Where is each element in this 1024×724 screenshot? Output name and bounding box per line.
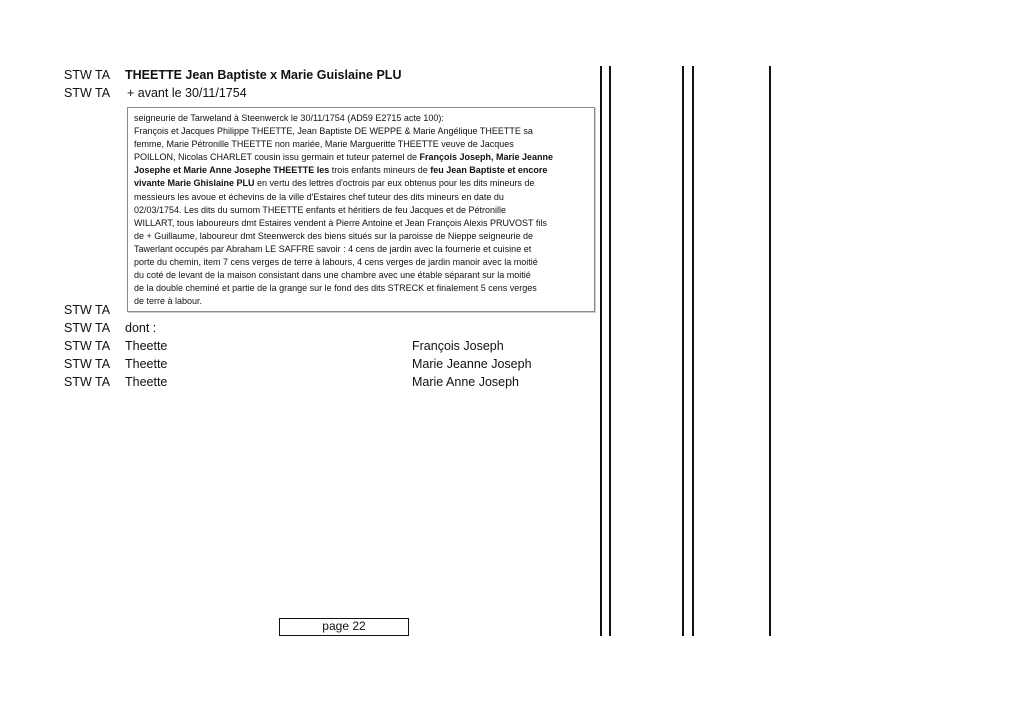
- note-line: [134, 112, 588, 125]
- note-segment: de terre à labour.: [134, 296, 203, 307]
- record-code-secondary: TA: [95, 321, 111, 335]
- record-code-primary: STW: [64, 357, 92, 371]
- record-code-primary: STW: [64, 303, 92, 317]
- record-code-primary: STW: [64, 321, 92, 335]
- note-line: [134, 138, 588, 151]
- column-divider-4: [692, 66, 694, 636]
- note-segment: de la double cheminé et partie de la grange sur le fond des dits STRECK et finalement 5 cens verges: [134, 283, 537, 294]
- record-code-secondary: TA: [95, 339, 111, 353]
- child-given-name: François Joseph: [412, 339, 504, 353]
- note-segment: femme, Marie Pétronille THEETTE non mariée, Marie Margueritte THEETTE veuve de Jacques: [134, 139, 514, 150]
- note-segment: trois enfants mineurs de: [329, 165, 431, 176]
- column-divider-2: [609, 66, 611, 636]
- note-line: [134, 230, 588, 243]
- column-divider-5: [769, 66, 771, 636]
- note-line: [134, 217, 588, 230]
- record-title: THEETTE Jean Baptiste x Marie Guislaine PLU: [125, 68, 402, 82]
- record-code-secondary: TA: [95, 86, 111, 100]
- note-line: [134, 282, 588, 295]
- child-surname: Theette: [125, 375, 168, 389]
- record-code-secondary: TA: [95, 68, 111, 82]
- note-emphasis: feu Jean Baptiste et encore: [430, 165, 548, 176]
- note-segment: de + Guillaume, laboureur dmt Steenwerck des biens situés sur la paroisse de Nieppe seigneurie de: [134, 230, 533, 241]
- note-segment: messieurs les avoue et échevins de la ville d'Estaires chef tuteur des dits mineurs en date du: [134, 191, 504, 202]
- note-segment: 02/03/1754. Les dits du surnom THEETTE enfants et héritiers de feu Jacques et de Pétronille: [134, 204, 507, 215]
- note-segment: Tawerlant occupés par Abraham LE SAFFRE savoir : 4 cens de jardin avec la fournerie et cuisine et: [134, 243, 532, 254]
- column-divider-3: [682, 66, 684, 636]
- record-code-primary: STW: [64, 339, 92, 353]
- page-number: page 22: [279, 618, 409, 636]
- note-segment: WILLART, tous laboureurs dmt Estaires vendent à Pierre Antoine et Jean François Alexis PRUVOST fils: [134, 217, 547, 228]
- note-segment: POILLON, Nicolas CHARLET cousin issu germain et tuteur paternel de: [134, 152, 420, 163]
- note-emphasis: François Joseph, Marie Jeanne: [419, 152, 554, 163]
- note-emphasis: vivante Marie Ghislaine PLU: [134, 178, 255, 189]
- note-line: [134, 256, 588, 269]
- note-segment: du coté de levant de la maison consistant dans une chambre avec une étable séparant sur la moitié: [134, 270, 531, 281]
- note-line: [134, 151, 588, 164]
- child-given-name: Marie Anne Joseph: [412, 375, 520, 389]
- note-line: [134, 164, 588, 177]
- record-code-secondary: TA: [95, 357, 111, 371]
- record-code-secondary: TA: [95, 303, 111, 317]
- record-code-primary: STW: [64, 375, 92, 389]
- record-children-label: dont :: [125, 321, 157, 335]
- record-date-line: + avant le 30/11/1754: [127, 86, 247, 100]
- note-line: [134, 191, 588, 204]
- note-segment: porte du chemin, item 7 cens verges de terre à labours, 4 cens verges de jardin manoir avec la moitié: [134, 257, 538, 268]
- child-surname: Theette: [125, 339, 168, 353]
- child-surname: Theette: [125, 357, 168, 371]
- record-code-secondary: TA: [95, 375, 111, 389]
- archival-note-text: [134, 112, 588, 308]
- record-code-primary: STW: [64, 86, 92, 100]
- note-line: [134, 269, 588, 282]
- column-divider-1: [600, 66, 602, 636]
- note-line: [134, 243, 588, 256]
- note-line: [134, 295, 588, 308]
- note-segment: François et Jacques Philippe THEETTE, Jean Baptiste DE WEPPE & Marie Angélique THEETTE sa: [134, 126, 533, 137]
- note-segment: seigneurie de Tarweland à Steenwerck le 30/11/1754 (AD59 E2715 acte 100):: [134, 113, 444, 123]
- archival-note-box: [127, 107, 595, 312]
- note-line: [134, 125, 588, 138]
- child-given-name: Marie Jeanne Joseph: [412, 357, 532, 371]
- note-segment: en vertu des lettres d'octrois par eux obtenus pour les dits mineurs de: [254, 178, 535, 189]
- note-line: [134, 177, 588, 190]
- record-code-primary: STW: [64, 68, 92, 82]
- note-emphasis: Josephe et Marie Anne Josephe THEETTE les: [134, 165, 330, 176]
- note-line: [134, 204, 588, 217]
